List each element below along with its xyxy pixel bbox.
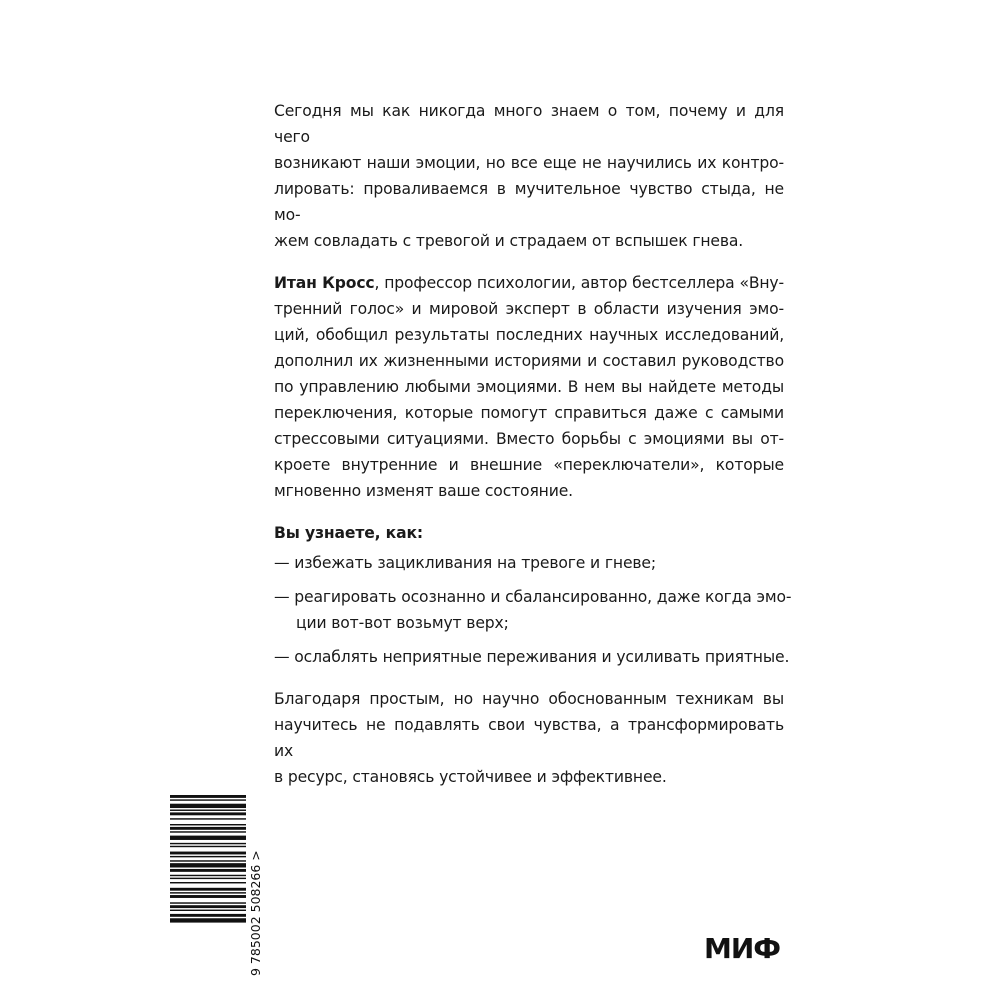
barcode-bars: [170, 793, 268, 978]
text-line: мгновенно изменят ваше состояние.: [274, 482, 573, 500]
list-item: [274, 550, 784, 576]
barcode-bar: [170, 895, 246, 898]
text-line: переключения, которые помогут справиться даже с самыми: [274, 404, 784, 422]
text-line: лировать: проваливаемся в мучительное чувство стыда, не мо-: [274, 180, 784, 224]
text-line: стрессовыми ситуациями. Вместо борьбы с эмоциями вы от-: [274, 430, 784, 448]
text-line: возникают наши эмоции, но все еще не научились их контро-: [274, 154, 784, 172]
list-item: [274, 644, 790, 670]
text-line: по управлению любыми эмоциями. В нем вы найдете методы: [274, 378, 784, 396]
text-line: ций, обобщил результаты последних научных исследований,: [274, 326, 784, 344]
text-line: [274, 270, 784, 296]
barcode-bar: [170, 878, 246, 879]
barcode-bar: [170, 914, 246, 917]
barcode-bar: [170, 888, 246, 891]
barcode-bar: [170, 892, 246, 893]
barcode-bar: [170, 843, 246, 844]
barcode-bar: [170, 863, 246, 867]
barcode-bar: [170, 869, 246, 872]
barcode-bar: [170, 860, 246, 861]
barcode-bar: [170, 827, 246, 830]
closing-paragraph: [274, 686, 784, 790]
barcode-bar: [170, 831, 246, 832]
text-line: Благодаря простым, но научно обоснованным техникам вы: [274, 690, 784, 708]
barcode-bar: [170, 875, 246, 876]
barcode-bar: [170, 799, 246, 800]
text-line: — реагировать осознанно и сбалансированно, даже когда эмо-: [274, 588, 792, 606]
description-text: [274, 98, 792, 806]
author-paragraph: [274, 270, 784, 504]
learn-heading: Вы узнаете, как:: [274, 524, 424, 542]
barcode-bar: [170, 918, 246, 922]
barcode-bar: [170, 905, 246, 908]
barcode-bar: [170, 910, 246, 911]
barcode-bar: [170, 852, 246, 855]
barcode-bar: [170, 856, 246, 857]
barcode-number: 9 785002 508266 >: [248, 850, 263, 976]
text-line: дополнил их жизненными историями и составил руководство: [274, 352, 784, 370]
list-item: [274, 584, 792, 636]
text-fragment: , профессор психологии, автор бестселлера «Вну-: [374, 274, 784, 292]
barcode-bar: [170, 882, 246, 883]
text-line: жем совладать с тревогой и страдаем от вспышек гнева.: [274, 232, 744, 250]
text-line: в ресурс, становясь устойчивее и эффективнее.: [274, 768, 667, 786]
barcode-bar: [170, 795, 246, 798]
barcode-bar: [170, 818, 246, 819]
barcode-bar: [170, 902, 246, 903]
barcode-bar: [170, 824, 246, 825]
text-line: — избежать зацикливания на тревоге и гневе;: [274, 554, 656, 572]
text-line: ции вот-вот возьмут верх;: [296, 614, 509, 632]
barcode-bar: [170, 812, 246, 815]
text-line: тренний голос» и мировой эксперт в области изучения эмо-: [274, 300, 784, 318]
barcode-bar: [170, 804, 246, 808]
text-line: кроете внутренние и внешние «переключатели», которые: [274, 456, 784, 474]
text-line: научитесь не подавлять свои чувства, а трансформировать их: [274, 716, 784, 760]
barcode-bar: [170, 810, 246, 811]
author-name: Итан Кросс: [274, 274, 375, 292]
text-line: Сегодня мы как никогда много знаем о том, почему и для чего: [274, 102, 784, 146]
barcode: [170, 793, 268, 978]
learn-list: [274, 550, 792, 670]
publisher-logo: МИФ: [704, 932, 781, 965]
barcode-bar: [170, 836, 246, 840]
text-line: — ослаблять неприятные переживания и усиливать приятные.: [274, 648, 790, 666]
barcode-bar: [170, 846, 246, 847]
intro-paragraph: [274, 98, 784, 254]
